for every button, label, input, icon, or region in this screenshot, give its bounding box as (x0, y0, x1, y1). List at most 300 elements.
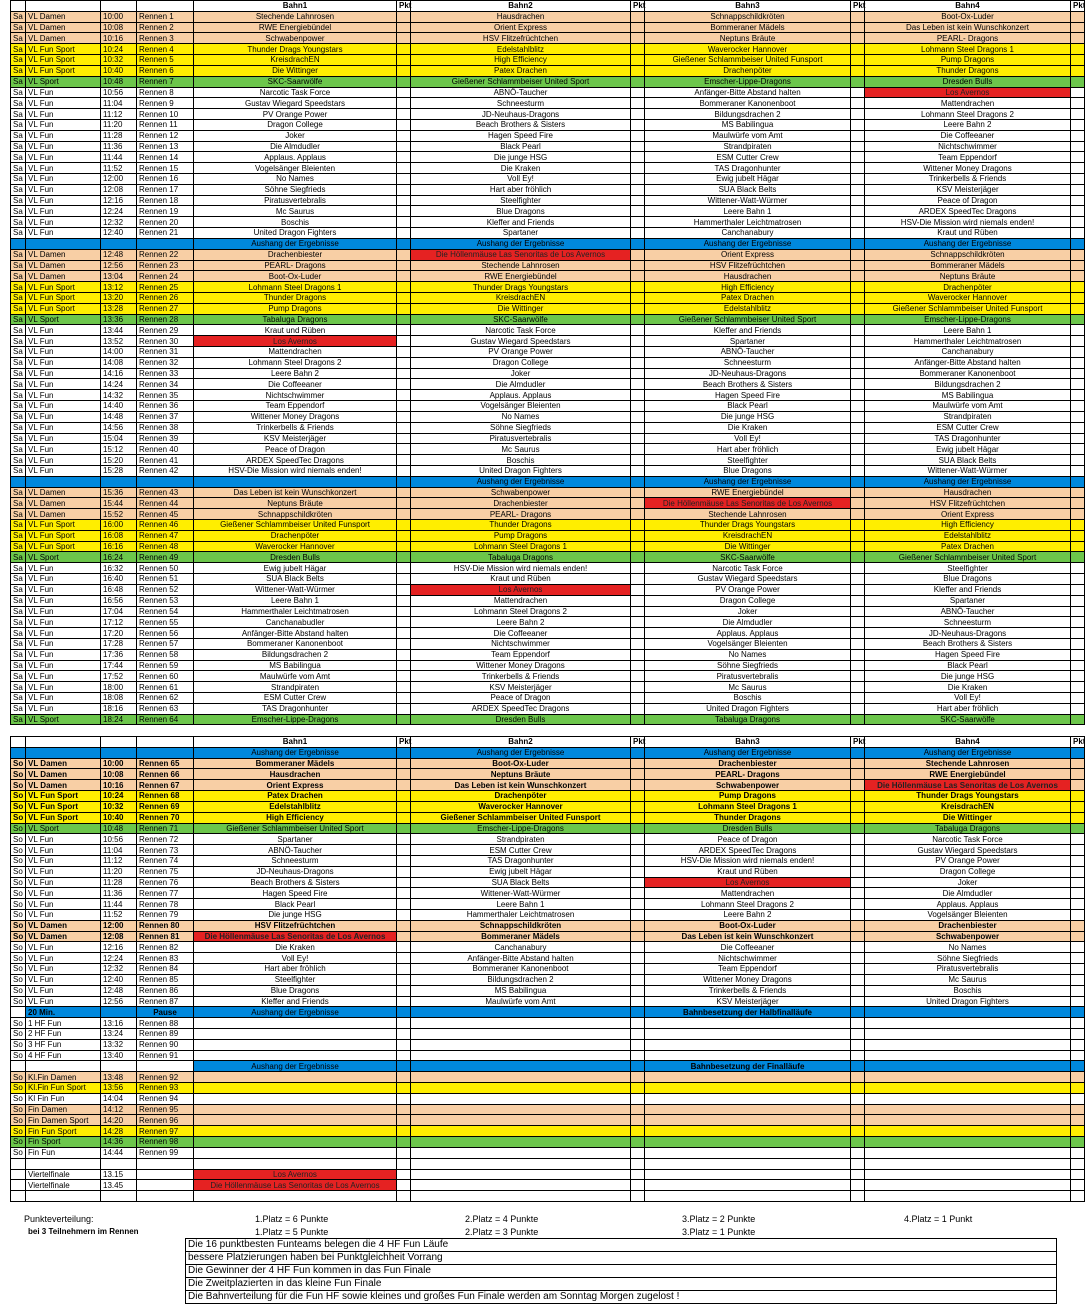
class-cell: VL Fun (26, 325, 101, 336)
pkt3-cell (851, 823, 865, 834)
day-cell: Sa (11, 141, 26, 152)
lane1-cell: Los Avernos (194, 1169, 397, 1180)
class-cell: Kl.Fin Fun Sport (26, 1083, 101, 1094)
pkt3-cell (851, 541, 865, 552)
race-cell: Rennen 27 (137, 303, 194, 314)
table-row (11, 87, 1085, 98)
time-cell: 14:56 (101, 422, 137, 433)
day-cell: So (11, 1050, 26, 1061)
lane1-cell: Ewig jubelt Hägar (194, 563, 397, 574)
pkt4-cell (1071, 541, 1085, 552)
lane4-cell: Leere Bahn 1 (865, 325, 1071, 336)
pkt1-cell (397, 910, 411, 921)
lane1-cell: HSV Flitzefrüchtchen (194, 920, 397, 931)
time-cell: 12:32 (101, 217, 137, 228)
time-cell (101, 1158, 137, 1169)
pkt3-cell (851, 606, 865, 617)
lane2-cell: Patex Drachen (411, 65, 631, 76)
lane3-cell: Bahnbesetzung der Finalläufe (645, 1061, 851, 1072)
lane1-cell (194, 1191, 397, 1202)
pkt1-cell (397, 1083, 411, 1094)
lane2-cell: SUA Black Belts (411, 877, 631, 888)
race-cell: Rennen 46 (137, 520, 194, 531)
points-3: 3.Platz = 2 Punkte (682, 1214, 756, 1224)
lane1-cell: Gustav Wiegard Speedstars (194, 98, 397, 109)
lane4-cell: Blue Dragons (865, 574, 1071, 585)
lane1-cell (194, 1147, 397, 1158)
pkt2-cell (631, 953, 645, 964)
lane1-cell (194, 476, 397, 487)
class-cell (26, 476, 101, 487)
lane3-cell: Maulwürfe vom Amt (645, 130, 851, 141)
race-cell: Rennen 97 (137, 1126, 194, 1137)
pkt1-cell (397, 476, 411, 487)
lane1-cell: Thunder Dragons (194, 292, 397, 303)
day-cell: Sa (11, 271, 26, 282)
table-row (11, 671, 1085, 682)
points-3p-2: 2.Platz = 3 Punkte (465, 1227, 539, 1237)
lane1-cell: Joker (194, 130, 397, 141)
table-row (11, 98, 1085, 109)
lane1-cell: Strandpiraten (194, 682, 397, 693)
table-row (11, 1169, 1085, 1180)
pkt4-cell (1071, 487, 1085, 498)
table-row (11, 758, 1085, 769)
class-cell: VL Fun (26, 682, 101, 693)
class-cell: VL Fun (26, 465, 101, 476)
points-label-3: bei 3 Teilnehmern im Rennen (28, 1227, 139, 1236)
race-cell: Rennen 95 (137, 1104, 194, 1115)
lane1-cell: SKC-Saarwölfe (194, 76, 397, 87)
race-cell: Rennen 25 (137, 282, 194, 293)
race-cell: Rennen 24 (137, 271, 194, 282)
day-cell: Sa (11, 682, 26, 693)
lane3-cell: Drachenbiester (645, 758, 851, 769)
lane1-cell: PV Orange Power (194, 109, 397, 120)
lane4-cell (865, 1104, 1071, 1115)
pkt2-cell (631, 541, 645, 552)
pkt1-cell (397, 1126, 411, 1137)
day-cell: So (11, 888, 26, 899)
time-cell: 14:00 (101, 347, 137, 358)
time-cell: 13:36 (101, 314, 137, 325)
pkt4-cell (1071, 1007, 1085, 1018)
day-cell: Sa (11, 109, 26, 120)
lane4-cell: SKC-Saarwölfe (865, 714, 1071, 725)
time-cell: 15:52 (101, 509, 137, 520)
lane1-cell: Leere Bahn 2 (194, 368, 397, 379)
table-row (11, 1028, 1085, 1039)
class-cell: VL Damen (26, 920, 101, 931)
lane1-cell: SUA Black Belts (194, 574, 397, 585)
race-cell: Rennen 16 (137, 174, 194, 185)
race-cell: Rennen 48 (137, 541, 194, 552)
lane3-cell: Team Eppendorf (645, 964, 851, 975)
pkt3-cell (851, 758, 865, 769)
lane2-cell: KreisdrachEN (411, 292, 631, 303)
pkt4-cell (1071, 1180, 1085, 1191)
pkt4-cell (1071, 563, 1085, 574)
table-row (11, 368, 1085, 379)
pkt3-cell (851, 942, 865, 953)
pkt2-cell (631, 552, 645, 563)
time-cell: 11:36 (101, 141, 137, 152)
lane2-cell: Pump Dragons (411, 530, 631, 541)
pkt1-cell (397, 1093, 411, 1104)
time-cell: 14:36 (101, 1137, 137, 1148)
lane2-cell: Lohmann Steel Dragons 1 (411, 541, 631, 552)
pkt1-cell (397, 357, 411, 368)
pkt3-cell (851, 617, 865, 628)
pkt3-cell (851, 931, 865, 942)
pkt1-cell (397, 433, 411, 444)
pkt1-cell (397, 845, 411, 856)
pkt3-cell (851, 314, 865, 325)
time-cell: 10:40 (101, 65, 137, 76)
pkt4-cell (1071, 217, 1085, 228)
pkt2-cell (631, 964, 645, 975)
lane4-cell: Die Almdudler (865, 888, 1071, 899)
pkt4-cell (1071, 780, 1085, 791)
race-cell: Rennen 14 (137, 152, 194, 163)
table-row (11, 1050, 1085, 1061)
pkt4-cell (1071, 314, 1085, 325)
pkt4-cell (1071, 1050, 1085, 1061)
race-cell: Rennen 77 (137, 888, 194, 899)
pkt2-cell (631, 22, 645, 33)
pkt2-cell (631, 812, 645, 823)
time-cell: 16:48 (101, 584, 137, 595)
race-cell: Rennen 69 (137, 801, 194, 812)
pkt1-cell (397, 574, 411, 585)
lane4-cell: Das Leben ist kein Wunschkonzert (865, 22, 1071, 33)
points-2: 2.Platz = 4 Punkte (465, 1214, 539, 1224)
lane3-cell: Mc Saurus (645, 682, 851, 693)
class-cell: VL Damen (26, 780, 101, 791)
pkt1-cell (397, 931, 411, 942)
lane2-cell: Die Wittinger (411, 303, 631, 314)
class-cell: VL Sport (26, 823, 101, 834)
time-cell: 10:16 (101, 780, 137, 791)
lane3-cell: Narcotic Task Force (645, 563, 851, 574)
lane3-cell: Bildungsdrachen 2 (645, 109, 851, 120)
points-4: 4.Platz = 1 Punkt (904, 1214, 973, 1224)
table-row (11, 595, 1085, 606)
pkt1-cell (397, 1072, 411, 1083)
lane2-cell: Peace of Dragon (411, 693, 631, 704)
lane3-cell: Emscher-Lippe-Dragons (645, 76, 851, 87)
lane3-cell (645, 1028, 851, 1039)
day-cell: Sa (11, 563, 26, 574)
lane2-cell: Die Höllenmäuse Las Senoritas de Los Avernos (411, 249, 631, 260)
lane4-cell: Boot-Ox-Luder (865, 11, 1071, 22)
time-cell: 16:00 (101, 520, 137, 531)
pkt4-cell (1071, 595, 1085, 606)
time-cell: 14:28 (101, 1126, 137, 1137)
lane4-cell: Die junge HSG (865, 671, 1071, 682)
lane2-cell: Thunder Drags Youngstars (411, 282, 631, 293)
pkt2-cell (631, 33, 645, 44)
pkt3-cell (851, 595, 865, 606)
points-label: Punkteverteilung: (24, 1214, 94, 1224)
pkt4-cell (1071, 336, 1085, 347)
pkt1-cell (397, 996, 411, 1007)
time-cell: 13:04 (101, 271, 137, 282)
pkt2-cell (631, 217, 645, 228)
pkt3-cell (851, 152, 865, 163)
pkt2-cell (631, 714, 645, 725)
day-cell: So (11, 942, 26, 953)
day-cell: So (11, 845, 26, 856)
lane4-cell: SUA Black Belts (865, 455, 1071, 466)
lane4-cell: Spartaner (865, 595, 1071, 606)
pkt1-cell (397, 44, 411, 55)
race-cell: Rennen 44 (137, 498, 194, 509)
time-cell: 10:00 (101, 758, 137, 769)
table-row (11, 152, 1085, 163)
pkt3-cell (851, 574, 865, 585)
lane3-cell: Steelfighter (645, 455, 851, 466)
race-cell: Rennen 21 (137, 228, 194, 239)
pkt3-cell (851, 249, 865, 260)
class-cell: VL Fun (26, 98, 101, 109)
lane4-cell (865, 1061, 1071, 1072)
pkt1-cell (397, 801, 411, 812)
class-cell: VL Fun (26, 574, 101, 585)
day-cell: Sa (11, 87, 26, 98)
time-cell: 10:24 (101, 791, 137, 802)
rule-note: Die Zweitplazierten in das kleine Fun Finale (185, 1277, 1057, 1291)
pkt1-cell (397, 260, 411, 271)
lane3-cell: Die Kraken (645, 422, 851, 433)
race-cell: Rennen 18 (137, 195, 194, 206)
pkt4-cell (1071, 758, 1085, 769)
lane2-cell: Dresden Bulls (411, 714, 631, 725)
time-cell: 13:20 (101, 292, 137, 303)
lane4-cell: Pump Dragons (865, 55, 1071, 66)
day-cell: Sa (11, 314, 26, 325)
race-cell: Rennen 20 (137, 217, 194, 228)
pkt3-cell (851, 347, 865, 358)
lane3-cell: Wittener-Watt-Würmer (645, 195, 851, 206)
table-row (11, 801, 1085, 812)
table-row (11, 141, 1085, 152)
day-cell: Sa (11, 44, 26, 55)
day-cell: Sa (11, 368, 26, 379)
day-cell: Sa (11, 325, 26, 336)
lane3-cell: Kleffer and Friends (645, 325, 851, 336)
day-cell: So (11, 780, 26, 791)
lane3-cell: Beach Brothers & Sisters (645, 379, 851, 390)
lane4-cell (865, 1028, 1071, 1039)
lane3-cell: Spartaner (645, 336, 851, 347)
day-cell: So (11, 758, 26, 769)
class-cell: VL Fun (26, 942, 101, 953)
class-cell: VL Fun Sport (26, 541, 101, 552)
table-row (11, 55, 1085, 66)
day-cell: Sa (11, 303, 26, 314)
pkt3-cell (851, 1093, 865, 1104)
race-cell: Rennen 57 (137, 638, 194, 649)
pkt2-cell (631, 390, 645, 401)
race-cell: Rennen 23 (137, 260, 194, 271)
race-cell: Rennen 33 (137, 368, 194, 379)
lane1-cell: Thunder Drags Youngstars (194, 44, 397, 55)
pkt3-cell (851, 671, 865, 682)
pkt2-cell (631, 55, 645, 66)
lane1-cell: Aushang der Ergebnisse (194, 1007, 397, 1018)
pkt2-cell (631, 974, 645, 985)
pkt1-cell (397, 985, 411, 996)
pkt3-cell (851, 1158, 865, 1169)
pkt2-cell (631, 163, 645, 174)
lane1-cell (194, 1039, 397, 1050)
class-cell: VL Fun Sport (26, 55, 101, 66)
pkt1-cell (397, 379, 411, 390)
time-cell: 16:24 (101, 552, 137, 563)
pkt2-cell (631, 228, 645, 239)
lane2-cell: Dragon College (411, 357, 631, 368)
lane4-cell: Tabaluga Dragons (865, 823, 1071, 834)
pkt2-cell (631, 1137, 645, 1148)
lane1-cell: JD-Neuhaus-Dragons (194, 866, 397, 877)
lane4-cell: Orient Express (865, 509, 1071, 520)
rule-note: bessere Platzierungen haben bei Punktgleichheit Vorrang (185, 1251, 1057, 1265)
lane1-cell: Hagen Speed Fire (194, 888, 397, 899)
lane2-cell: Spartaner (411, 228, 631, 239)
time-cell: 12:16 (101, 195, 137, 206)
lane3-cell: Kraut und Rüben (645, 866, 851, 877)
lane3-cell: Gießener Schlammbeiser United Funsport (645, 55, 851, 66)
pkt3-cell (851, 628, 865, 639)
lane3-cell: RWE Energiebündel (645, 487, 851, 498)
pkt1-cell (397, 1007, 411, 1018)
lane2-cell: Anfänger-Bitte Abstand halten (411, 953, 631, 964)
time-cell: 12:24 (101, 206, 137, 217)
pkt4-cell (1071, 260, 1085, 271)
lane4-cell: Strandpiraten (865, 411, 1071, 422)
race-cell (137, 238, 194, 249)
pkt4-cell (1071, 509, 1085, 520)
pkt1-cell (397, 823, 411, 834)
class-cell: 1 HF Fun (26, 1018, 101, 1029)
lane2-cell (411, 1007, 631, 1018)
time-cell (101, 476, 137, 487)
pkt1-cell (397, 1104, 411, 1115)
day-cell (11, 1169, 26, 1180)
table-row (11, 530, 1085, 541)
pkt1-cell (397, 899, 411, 910)
lane4-cell: Peace of Dragon (865, 195, 1071, 206)
time-cell: 14:08 (101, 357, 137, 368)
time-cell: 13:48 (101, 1072, 137, 1083)
pkt2-cell (631, 649, 645, 660)
pkt4-cell (1071, 671, 1085, 682)
lane2-cell (411, 1039, 631, 1050)
pkt4-cell (1071, 714, 1085, 725)
pkt4-cell (1071, 163, 1085, 174)
pkt2-cell (631, 401, 645, 412)
pkt3-cell (851, 130, 865, 141)
class-cell: VL Fun Sport (26, 520, 101, 531)
day-cell: So (11, 769, 26, 780)
class-cell: VL Fun (26, 638, 101, 649)
pkt4-cell (1071, 606, 1085, 617)
lane2-cell (411, 1126, 631, 1137)
class-cell: VL Fun (26, 985, 101, 996)
pkt1-cell (397, 660, 411, 671)
pkt3-cell (851, 184, 865, 195)
table-row (11, 465, 1085, 476)
race-cell: Rennen 92 (137, 1072, 194, 1083)
race-cell: Rennen 65 (137, 758, 194, 769)
pkt4-cell (1071, 184, 1085, 195)
time-cell: 11:36 (101, 888, 137, 899)
pkt3-cell (851, 476, 865, 487)
time-cell: 11:04 (101, 98, 137, 109)
race-cell: Rennen 55 (137, 617, 194, 628)
time-cell: 10:00 (101, 11, 137, 22)
lane3-cell: Joker (645, 606, 851, 617)
table-row (11, 660, 1085, 671)
table-row (11, 1072, 1085, 1083)
lane1-cell: Black Pearl (194, 899, 397, 910)
lane3-cell: Hagen Speed Fire (645, 390, 851, 401)
table-row (11, 920, 1085, 931)
pkt4-cell (1071, 22, 1085, 33)
race-cell: Rennen 67 (137, 780, 194, 791)
lane4-cell: Narcotic Task Force (865, 834, 1071, 845)
table-row (11, 541, 1085, 552)
pkt4-cell (1071, 347, 1085, 358)
lane2-cell: PV Orange Power (411, 347, 631, 358)
lane4-cell: Canchanabury (865, 347, 1071, 358)
lane4-cell: Stechende Lahnrosen (865, 758, 1071, 769)
lane4-cell: Patex Drachen (865, 541, 1071, 552)
table-row (11, 22, 1085, 33)
table-row (11, 628, 1085, 639)
race-cell: Rennen 54 (137, 606, 194, 617)
pkt1-cell (397, 1137, 411, 1148)
pkt3-cell (851, 769, 865, 780)
time-cell: 10:32 (101, 801, 137, 812)
pkt1-cell (397, 465, 411, 476)
lane4-cell: Leere Bahn 2 (865, 119, 1071, 130)
lane2-cell: Aushang der Ergebnisse (411, 238, 631, 249)
lane1-cell: Canchanabudler (194, 617, 397, 628)
lane3-cell: Bommeraner Kanonenboot (645, 98, 851, 109)
lane4-cell: Dragon College (865, 866, 1071, 877)
pkt4-cell (1071, 271, 1085, 282)
table-row (11, 812, 1085, 823)
pkt1-cell (397, 22, 411, 33)
pkt4-cell (1071, 1191, 1085, 1202)
pkt3-cell (851, 834, 865, 845)
pkt2-cell (631, 87, 645, 98)
pkt1-cell (397, 238, 411, 249)
pkt3-cell (851, 465, 865, 476)
lane1-cell: Nichtschwimmer (194, 390, 397, 401)
race-cell: Rennen 74 (137, 855, 194, 866)
day-cell (11, 476, 26, 487)
class-cell: VL Fun (26, 834, 101, 845)
lane1-cell: Vogelsänger Bleienten (194, 163, 397, 174)
class-cell: VL Fun (26, 336, 101, 347)
lane3-cell: KSV Meisterjäger (645, 996, 851, 1007)
pkt3-cell (851, 1039, 865, 1050)
lane3-cell: HSV-Die Mission wird niemals enden! (645, 855, 851, 866)
pkt3-cell (851, 411, 865, 422)
